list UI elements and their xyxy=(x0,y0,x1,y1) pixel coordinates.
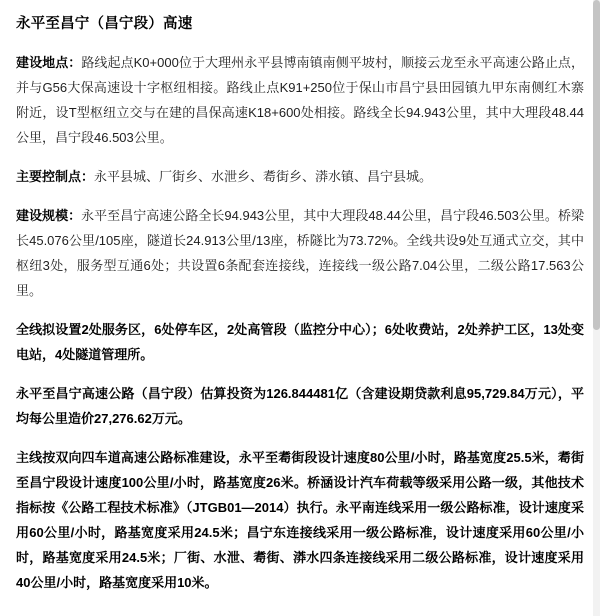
paragraph-technical-standards xyxy=(16,445,584,595)
paragraph-text-main-control-points: 永平县城、厂街乡、水泄乡、耈街乡、漭水镇、昌宁县城。 xyxy=(94,169,433,185)
paragraph-construction-site xyxy=(16,50,584,150)
paragraph-text-construction-site: 路线起点K0+000位于大理州永平县博南镇南侧平坡村，顺接云龙至永平高速公路止点，并与G56大保高速设十字枢纽相接。路线止点K91+250位于保山市昌宁县田园镇九甲东南侧红木寨附近，设T型枢纽立交与在建的昌保高速K18+600处相接。路线全长94.943公里，其中大理段48.44公里，昌宁段46.503公里。 xyxy=(16,55,584,146)
vertical-scrollbar[interactable] xyxy=(593,0,600,616)
paragraph-label-construction-scale: 建设规模： xyxy=(16,208,82,224)
paragraph-investment xyxy=(16,381,584,431)
paragraph-facilities xyxy=(16,317,584,367)
paragraph-label-main-control-points: 主要控制点： xyxy=(16,169,95,185)
scrollbar-thumb[interactable] xyxy=(593,0,600,330)
paragraph-text-technical-standards: 主线按双向四车道高速公路标准建设，永平至耈街段设计速度80公里/小时，路基宽度25.5米，耈街至昌宁段设计速度100公里/小时，路基宽度26米。桥涵设计汽车荷载等级采用公路一级，其他技术指标按《公路工程技术标准》（JTGB01—2014）执行。永平南连线采用一级公路标准，设计速度采用60公里/小时，路基宽度采用24.5米；昌宁东连接线采用一级公路标准，设计速度采用60公里/小时，路基宽度采用24.5米；厂街、水泄、耈街、漭水四条连接线采用二级公路标准，设计速度采用40公里/小时，路基宽度采用10米。 xyxy=(16,450,584,591)
paragraph-text-investment: 永平至昌宁高速公路（昌宁段）估算投资为126.844481亿（含建设期贷款利息95,729.84万元），平均每公里造价27,276.62万元。 xyxy=(16,386,584,427)
paragraph-main-control-points xyxy=(16,164,584,189)
document-body xyxy=(16,14,584,595)
paragraph-construction-scale xyxy=(16,203,584,303)
paragraph-text-construction-scale: 永平至昌宁高速公路全长94.943公里，其中大理段48.44公里，昌宁段46.503公里。桥梁长45.076公里/105座，隧道长24.913公里/13座，桥隧比为73.72%。全线共设9处互通式立交，其中枢纽3处，服务型互通6处；共设置6条配套连接线，连接线一级公路7.04公里，二级公路17.563公里。 xyxy=(16,208,584,299)
paragraph-label-construction-site: 建设地点： xyxy=(16,55,82,71)
page-title: 永平至昌宁（昌宁段）高速 xyxy=(16,16,193,32)
paragraph-text-facilities: 全线拟设置2处服务区，6处停车区，2处高管段（监控分中心）；6处收费站，2处养护工区，13处变电站，4处隧道管理所。 xyxy=(16,322,584,363)
